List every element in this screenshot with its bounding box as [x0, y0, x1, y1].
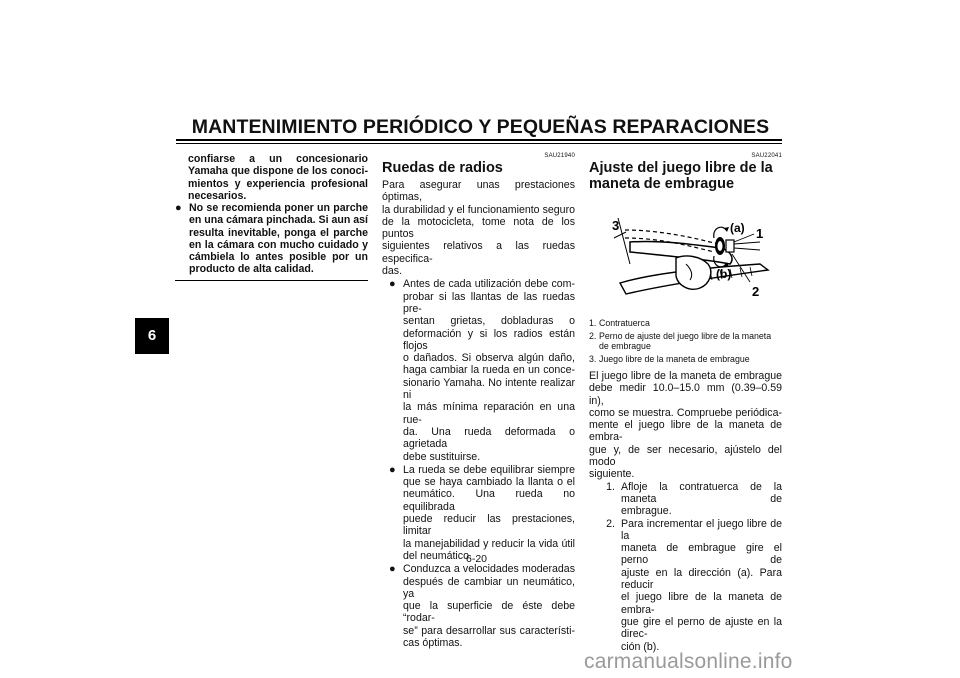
text-line: necesarios. — [188, 189, 247, 202]
warning-bullet — [175, 202, 368, 276]
text-line: después de cambiar un neumático, ya — [403, 575, 575, 600]
text-line: Para incrementar el juego libre de la — [621, 517, 782, 542]
section-heading: Ruedas de radios — [382, 160, 503, 176]
section-ruedas — [382, 152, 575, 649]
section-heading: Ajuste del juego libre de la — [589, 160, 773, 176]
bullet-icon: ● — [175, 202, 182, 214]
chapter-tab: 6 — [135, 318, 169, 354]
text-line: la manejabilidad y reducir la vida útil — [403, 537, 575, 550]
text-line: la durabilidad y el funcionamiento seguro — [382, 203, 575, 216]
text-line: da. Una rueda deformada o agrietada — [403, 425, 575, 451]
text-line: La rueda se debe equilibrar siempre — [403, 463, 575, 476]
bullet-icon: ● — [389, 463, 396, 476]
text-line: cas óptimas. — [403, 636, 463, 649]
list-item — [382, 278, 575, 462]
page-title: MANTENIMIENTO PERIÓDICO Y PEQUEÑAS REPARACIONES — [191, 116, 770, 138]
section-code: SAU22041 — [751, 153, 782, 159]
text-line: del neumático. — [403, 549, 472, 562]
text-line: en una cámara pinchada. Si aun así — [189, 214, 368, 227]
text-line: deformación y si los radios están flojos — [403, 327, 575, 352]
bullet-icon: ● — [389, 278, 396, 291]
figure-label-3: 3 — [612, 218, 620, 233]
text-line: en la cámara con mucho cuidado y — [189, 238, 368, 251]
section-code: SAU21940 — [544, 153, 575, 159]
header-rule — [176, 139, 782, 141]
text-line: ción (b). — [621, 640, 660, 653]
text-line: gue gire el perno de ajuste en la direc- — [621, 615, 782, 641]
figure-label-1: 1 — [756, 226, 764, 241]
text-line: resulta inevitable, ponga el parche — [189, 226, 368, 239]
text-line: Conduzca a velocidades moderadas — [403, 563, 575, 576]
caption-item: 1. Contratuerca — [589, 318, 650, 328]
section-heading-line2: maneta de embrague — [589, 176, 735, 192]
text-line: mente el juego libre de la maneta de embra- — [589, 419, 782, 444]
text-line: mientos y experiencia profesional — [188, 177, 368, 190]
bullet-icon: ● — [389, 563, 396, 576]
text-line: la más mínima reparación en una rue- — [403, 401, 575, 426]
clutch-lever-figure — [590, 208, 780, 313]
text-line: siguiente. — [589, 468, 635, 481]
step-item — [589, 518, 782, 653]
text-line: embrague. — [621, 505, 672, 518]
text-line: debe medir 10.0–15.0 mm (0.39–0.59 in), — [589, 382, 782, 407]
text-line: como se muestra. Compruebe periódica- — [589, 406, 782, 419]
warning-continuation — [188, 153, 368, 202]
figure-label-2: 2 — [752, 284, 760, 299]
caption-item: 3. Juego libre de la maneta de embrague — [589, 353, 750, 364]
text-line: sionario Yamaha. No intente realizar ni — [403, 376, 575, 402]
text-line: Yamaha que dispone de los conoci- — [188, 165, 368, 178]
text-line: o dañados. Si observa algún daño, — [403, 352, 575, 365]
text-line: producto de alta calidad. — [189, 263, 314, 276]
watermark-link[interactable]: carmanualsonline.info — [584, 650, 793, 673]
text-line: haga cambiar la rueda en un conce- — [403, 364, 575, 377]
text-line: confiarse a un concesionario — [188, 153, 368, 165]
text-line: se” para desarrollar sus característi- — [403, 624, 575, 637]
text-line: No se recomienda poner un parche — [189, 202, 368, 214]
section-embrague — [589, 152, 782, 195]
text-line: que se haya cambiado la llanta o el — [403, 476, 575, 489]
text-line: cámbiela lo antes posible por un — [189, 251, 368, 264]
text-line: El juego libre de la maneta de embrague — [589, 370, 782, 382]
text-line: das. — [382, 265, 403, 278]
text-line: sentan grietas, dobladuras o — [403, 315, 575, 328]
header-rule-thin — [176, 143, 782, 144]
embrague-body — [589, 370, 782, 653]
warning-end-rule — [175, 280, 368, 281]
text-line: puede reducir las prestaciones, limitar — [403, 513, 575, 538]
text-line: que la superficie de éste debe “rodar- — [403, 600, 575, 625]
figure-captions — [589, 318, 782, 366]
step-number: 2. — [606, 517, 615, 530]
figure-label-b: (b) — [716, 267, 732, 281]
caption-item: 2. Perno de ajuste del juego libre de la maneta — [589, 330, 772, 341]
caption-item-cont: de embrague — [599, 341, 651, 352]
step-number: 1. — [606, 480, 615, 493]
text-line: maneta de embrague gire el perno de — [621, 542, 782, 567]
text-line: Afloje la contratuerca de la maneta de — [621, 480, 782, 505]
text-line: el juego libre de la maneta de embra- — [621, 591, 782, 616]
page-number: 6-20 — [466, 553, 488, 565]
text-line: Para asegurar unas prestaciones óptimas, — [382, 179, 575, 204]
text-line: neumático. Una rueda no equilibrada — [403, 488, 575, 513]
list-item — [382, 563, 575, 649]
text-line: ajuste en la dirección (a). Para reducir — [621, 566, 782, 592]
text-line: gue y, de ser necesario, ajústelo del modo — [589, 443, 782, 469]
text-line: debe sustituirse. — [403, 450, 481, 463]
figure-label-a: (a) — [730, 221, 745, 235]
text-line: de la motocicleta, tome nota de los puntos — [382, 215, 575, 241]
text-line: Antes de cada utilización debe com- — [403, 278, 575, 291]
text-line: siguientes relativos a las ruedas especifica- — [382, 240, 575, 265]
list-item — [382, 464, 575, 562]
text-line: probar si las llantas de las ruedas pre- — [403, 290, 575, 315]
step-item — [589, 481, 782, 518]
